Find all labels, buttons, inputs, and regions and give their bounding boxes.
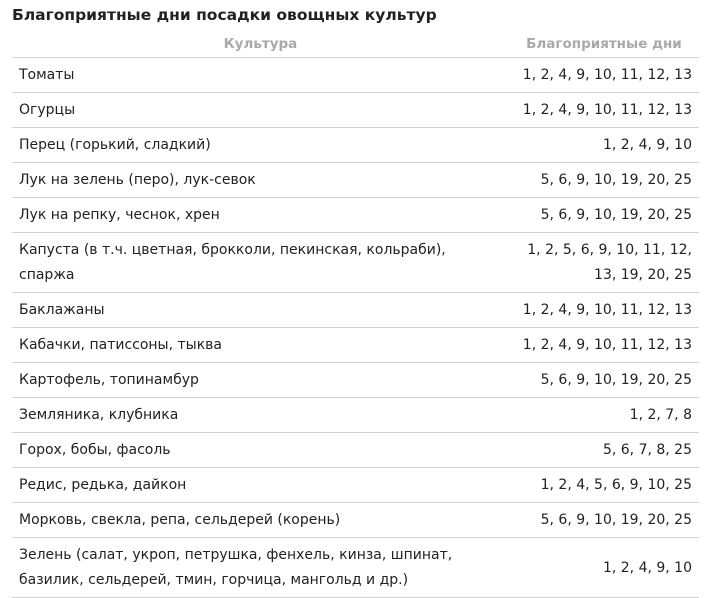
crop-cell: Лук на репку, чеснок, хрен bbox=[12, 198, 509, 233]
crop-cell: Огурцы bbox=[12, 93, 509, 128]
days-cell: 5, 6, 9, 10, 19, 20, 25 bbox=[509, 163, 699, 198]
page-title: Благоприятные дни посадки овощных культур bbox=[12, 6, 437, 24]
days-cell: 1, 2, 4, 9, 10, 11, 12, 13 bbox=[509, 293, 699, 328]
crop-cell: Лук на зелень (перо), лук-севок bbox=[12, 163, 509, 198]
days-cell: 1, 2, 4, 9, 10, 11, 12, 13 bbox=[509, 58, 699, 93]
column-header-days: Благоприятные дни bbox=[526, 35, 682, 52]
column-header-crop: Культура bbox=[223, 35, 298, 52]
days-cell: 1, 2, 4, 9, 10 bbox=[509, 128, 699, 163]
table-row bbox=[12, 58, 699, 93]
table-row bbox=[12, 93, 699, 128]
crop-cell: Земляника, клубника bbox=[12, 398, 509, 433]
table-header-row bbox=[12, 30, 699, 58]
table-row bbox=[12, 328, 699, 363]
crop-cell: Капуста (в т.ч. цветная, брокколи, пекинская, кольраби), спаржа bbox=[12, 233, 509, 293]
crop-cell: Зелень (салат, укроп, петрушка, фенхель, кинза, шпинат, базилик, сельдерей, тмин, горчица, мангольд и др.) bbox=[12, 538, 509, 598]
days-cell: 1, 2, 7, 8 bbox=[509, 398, 699, 433]
table-row bbox=[12, 398, 699, 433]
planting-days-table bbox=[12, 30, 699, 598]
crop-cell: Баклажаны bbox=[12, 293, 509, 328]
table-row bbox=[12, 233, 699, 293]
table-row bbox=[12, 198, 699, 233]
crop-cell: Кабачки, патиссоны, тыква bbox=[12, 328, 509, 363]
days-cell: 5, 6, 9, 10, 19, 20, 25 bbox=[509, 198, 699, 233]
table-row bbox=[12, 293, 699, 328]
days-cell: 1, 2, 4, 9, 10, 11, 12, 13 bbox=[509, 93, 699, 128]
table-row bbox=[12, 468, 699, 503]
table-row bbox=[12, 163, 699, 198]
table-row bbox=[12, 538, 699, 598]
days-cell: 5, 6, 9, 10, 19, 20, 25 bbox=[509, 503, 699, 538]
days-cell: 5, 6, 9, 10, 19, 20, 25 bbox=[509, 363, 699, 398]
crop-cell: Томаты bbox=[12, 58, 509, 93]
crop-cell: Горох, бобы, фасоль bbox=[12, 433, 509, 468]
crop-cell: Морковь, свекла, репа, сельдерей (корень) bbox=[12, 503, 509, 538]
days-cell: 1, 2, 5, 6, 9, 10, 11, 12, 13, 19, 20, 25 bbox=[509, 233, 699, 293]
crop-cell: Перец (горький, сладкий) bbox=[12, 128, 509, 163]
days-cell: 5, 6, 7, 8, 25 bbox=[509, 433, 699, 468]
days-cell: 1, 2, 4, 9, 10 bbox=[509, 538, 699, 598]
table-row bbox=[12, 363, 699, 398]
table-row bbox=[12, 503, 699, 538]
crop-cell: Редис, редька, дайкон bbox=[12, 468, 509, 503]
days-cell: 1, 2, 4, 5, 6, 9, 10, 25 bbox=[509, 468, 699, 503]
crop-cell: Картофель, топинамбур bbox=[12, 363, 509, 398]
days-cell: 1, 2, 4, 9, 10, 11, 12, 13 bbox=[509, 328, 699, 363]
table-row bbox=[12, 433, 699, 468]
table-row bbox=[12, 128, 699, 163]
